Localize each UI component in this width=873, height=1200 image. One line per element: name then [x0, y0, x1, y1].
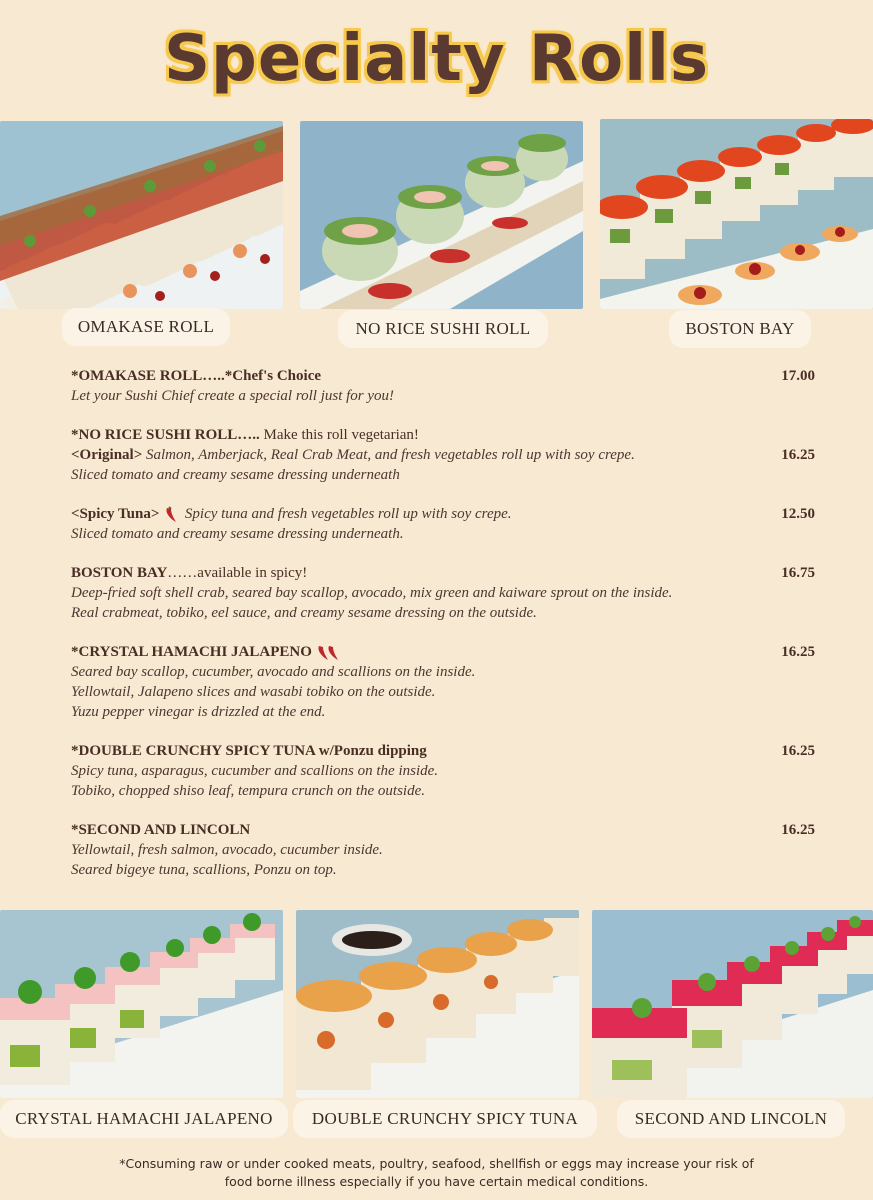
menu-list — [71, 366, 821, 899]
item-name: *OMAKASE ROLL…..*Chef's Choice — [71, 368, 322, 384]
item-description: Real crabmeat, tobiko, eel sauce, and creamy sesame dressing on the outside. — [71, 605, 537, 621]
food-safety-disclaimer — [0, 1155, 873, 1191]
item-variant-label: <Original> — [71, 447, 143, 463]
no-rice-sushi-roll-photo — [300, 121, 583, 309]
item-description: Spicy tuna and fresh vegetables roll up with soy crepe. — [181, 506, 512, 522]
item-price: 16.25 — [781, 743, 815, 759]
chili-pepper-icon — [163, 506, 181, 524]
crystal-hamachi-jalapeno-photo — [0, 910, 283, 1098]
item-description: Sliced tomato and creamy sesame dressing underneath. — [71, 526, 404, 542]
item-description: Yuzu pepper vinegar is drizzled at the end. — [71, 704, 326, 720]
caption-crystal-hamachi-jalapeno: CRYSTAL HAMACHI JALAPENO — [0, 1100, 288, 1138]
caption-boston-bay: BOSTON BAY — [669, 310, 811, 348]
item-description: Let your Sushi Chief create a special roll just for you! — [71, 388, 395, 404]
menu-item-no-rice-sushi-roll — [71, 425, 821, 485]
item-price: 16.25 — [781, 822, 815, 838]
item-description: Seared bigeye tuna, scallions, Ponzu on top. — [71, 862, 337, 878]
second-and-lincoln-photo — [592, 910, 873, 1098]
menu-item-crystal-hamachi-jalapeno — [71, 642, 821, 722]
menu-item-spicy-tuna — [71, 504, 821, 544]
caption-second-and-lincoln: SECOND AND LINCOLN — [617, 1100, 845, 1138]
item-description: Seared bay scallop, cucumber, avocado and scallions on the inside. — [71, 664, 476, 680]
item-price: 12.50 — [781, 506, 815, 522]
item-description: Yellowtail, fresh salmon, avocado, cucumber inside. — [71, 842, 383, 858]
item-name: <Spicy Tuna> — [71, 506, 160, 522]
item-note: Make this roll vegetarian! — [259, 427, 419, 443]
item-price: 16.25 — [781, 447, 815, 463]
item-name: *CRYSTAL HAMACHI JALAPENO — [71, 644, 312, 660]
double-chili-pepper-icon — [316, 644, 344, 662]
item-note: ……available in spicy! — [167, 565, 308, 581]
item-price: 16.25 — [781, 644, 815, 660]
item-description: Deep-fried soft shell crab, seared bay scallop, avocado, mix green and kaiware sprout on the inside. — [71, 585, 673, 601]
boston-bay-photo — [600, 119, 873, 309]
item-price: 17.00 — [781, 368, 815, 384]
caption-omakase-roll: OMAKASE ROLL — [62, 308, 230, 346]
item-name: BOSTON BAY — [71, 565, 168, 581]
item-name: *DOUBLE CRUNCHY SPICY TUNA w/Ponzu dipping — [71, 743, 427, 759]
omakase-roll-photo — [0, 121, 283, 309]
menu-item-second-and-lincoln — [71, 820, 821, 880]
menu-item-double-crunchy-spicy-tuna — [71, 741, 821, 801]
caption-double-crunchy-spicy-tuna: DOUBLE CRUNCHY SPICY TUNA — [293, 1100, 597, 1138]
page-title: Specialty Rolls — [163, 22, 710, 96]
caption-no-rice-sushi-roll: NO RICE SUSHI ROLL — [338, 310, 548, 348]
item-name: *NO RICE SUSHI ROLL….. — [71, 427, 260, 443]
item-description: Sliced tomato and creamy sesame dressing underneath — [71, 467, 400, 483]
item-description: Salmon, Amberjack, Real Crab Meat, and fresh vegetables roll up with soy crepe. — [142, 447, 635, 463]
disclaimer-line: food borne illness especially if you have certain medical conditions. — [224, 1174, 649, 1189]
menu-item-omakase-roll — [71, 366, 821, 406]
menu-item-boston-bay — [71, 563, 821, 623]
item-price: 16.75 — [781, 565, 815, 581]
disclaimer-line: *Consuming raw or under cooked meats, poultry, seafood, shellfish or eggs may increase your risk of — [119, 1156, 754, 1171]
item-description: Spicy tuna, asparagus, cucumber and scallions on the inside. — [71, 763, 439, 779]
item-description: Yellowtail, Jalapeno slices and wasabi tobiko on the outside. — [71, 684, 436, 700]
item-description: Tobiko, chopped shiso leaf, tempura crunch on the outside. — [71, 783, 425, 799]
double-crunchy-spicy-tuna-photo — [296, 910, 579, 1098]
item-name: *SECOND AND LINCOLN — [71, 822, 251, 838]
